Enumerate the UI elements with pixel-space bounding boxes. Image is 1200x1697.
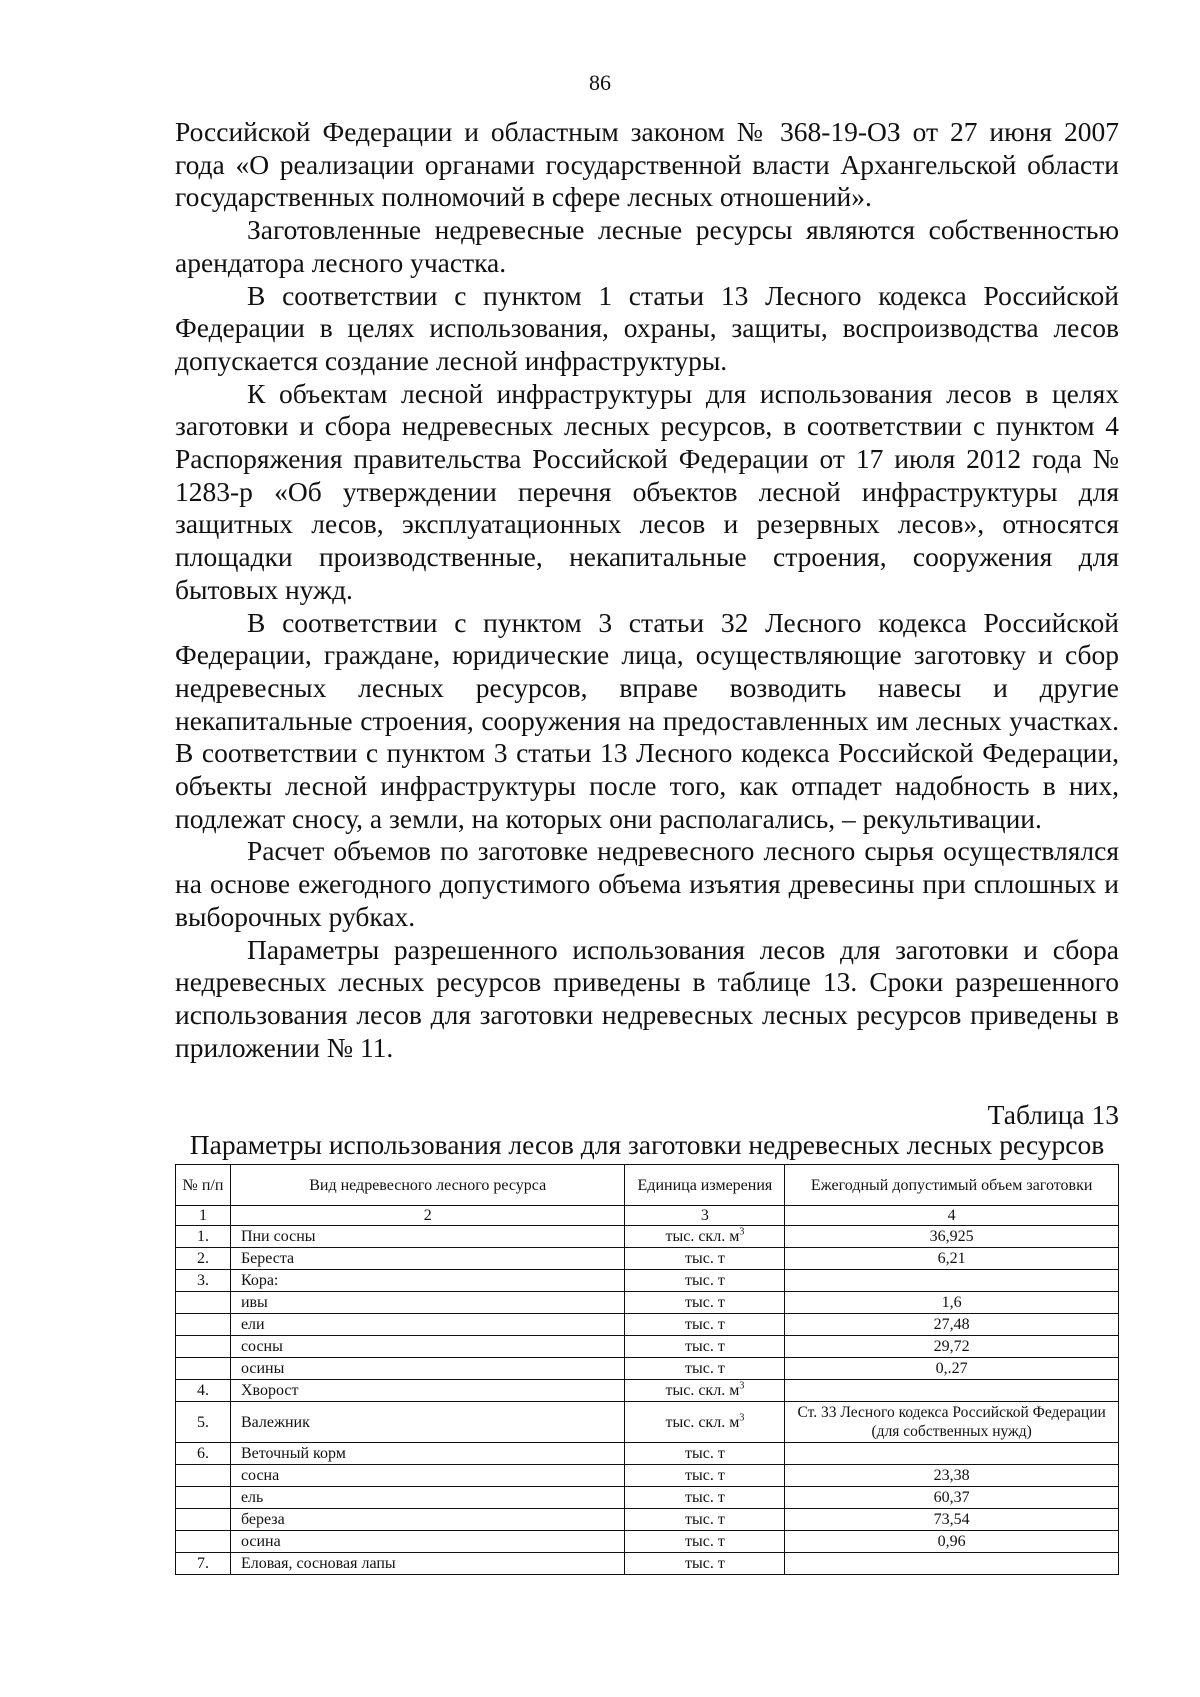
- unit-text: тыс. т: [684, 1533, 725, 1550]
- cell-volume: 0,96: [785, 1531, 1119, 1553]
- paragraph: В соответствии с пунктом 1 статьи 13 Лесного кодекса Российской Федерации в целях использования, охраны, защиты, воспроизводства лесов допускается создание лесной инфраструктуры.: [175, 279, 1119, 376]
- cell-volume: 6,21: [785, 1248, 1119, 1270]
- header-volume: Ежегодный допустимый объем заготовки: [785, 1165, 1119, 1206]
- cell-unit: [625, 1531, 785, 1553]
- body-text: [175, 116, 1119, 1064]
- unit-text: тыс. т: [684, 1360, 725, 1377]
- table-row: [176, 1380, 1119, 1402]
- table-row: [176, 1402, 1119, 1443]
- cell-volume: 1,6: [785, 1292, 1119, 1314]
- cell-num: 3.: [176, 1270, 231, 1292]
- unit-text: тыс. т: [684, 1445, 725, 1462]
- unit-text: тыс. т: [684, 1294, 725, 1311]
- table-header-row: [176, 1165, 1119, 1206]
- table-row: [176, 1248, 1119, 1270]
- unit-text: тыс. т: [684, 1555, 725, 1572]
- column-number: 3: [625, 1206, 785, 1226]
- cell-num: [176, 1509, 231, 1531]
- cell-name: ель: [230, 1487, 625, 1509]
- unit-superscript: 3: [739, 1226, 745, 1238]
- cell-num: 7.: [176, 1553, 231, 1575]
- cell-name: Еловая, сосновая лапы: [230, 1553, 625, 1575]
- header-unit: Единица измерения: [625, 1165, 785, 1206]
- cell-unit: [625, 1402, 785, 1443]
- page-number: 86: [589, 70, 611, 95]
- unit-text: тыс. т: [684, 1467, 725, 1484]
- cell-unit: [625, 1443, 785, 1465]
- cell-name: Пни сосны: [230, 1226, 625, 1248]
- cell-name: Береста: [230, 1248, 625, 1270]
- paragraph: Заготовленные недревесные лесные ресурсы являются собственностью арендатора лесного участка.: [175, 214, 1119, 278]
- column-number: 1: [176, 1206, 231, 1226]
- table-row: [176, 1314, 1119, 1336]
- table-title: Параметры использования лесов для заготовки недревесных лесных ресурсов: [189, 1129, 1105, 1160]
- unit-superscript: 3: [739, 1380, 745, 1392]
- column-number-row: [176, 1206, 1119, 1226]
- unit-text: тыс. скл. м: [665, 1382, 740, 1399]
- table-row: [176, 1465, 1119, 1487]
- cell-name: ивы: [230, 1292, 625, 1314]
- cell-unit: [625, 1292, 785, 1314]
- unit-text: тыс. т: [684, 1316, 725, 1333]
- unit-text: тыс. т: [684, 1489, 725, 1506]
- cell-unit: [625, 1465, 785, 1487]
- unit-text: тыс. т: [684, 1338, 725, 1355]
- cell-name: ели: [230, 1314, 625, 1336]
- cell-volume: 23,38: [785, 1465, 1119, 1487]
- paragraph: Параметры разрешенного использования лесов для заготовки и сбора недревесных лесных ресурсов приведены в таблице 13. Сроки разрешенного использования лесов для заготовки недревесных лесных ресурсов приведены в приложении № 11.: [175, 933, 1119, 1063]
- cell-num: [176, 1465, 231, 1487]
- cell-volume: Ст. 33 Лесного кодекса Российской Федерации (для собственных нужд): [785, 1402, 1119, 1443]
- cell-num: [176, 1314, 231, 1336]
- cell-volume: 60,37: [785, 1487, 1119, 1509]
- paragraph: К объектам лесной инфраструктуры для использования лесов в целях заготовки и сбора недревесных лесных ресурсов, в соответствии с пунктом 4 Распоряжения правительства Российской Федерации от 17 июля 2012 года № 1283-р «Об утверждении перечня объектов лесной инфраструктуры для защитных лесов, эксплуатационных лесов и резервных лесов», относятся площадки производственные, некапитальные строения, сооружения для бытовых нужд.: [175, 377, 1119, 605]
- cell-num: [176, 1336, 231, 1358]
- cell-num: [176, 1292, 231, 1314]
- paragraph: Российской Федерации и областным законом № 368-19-ОЗ от 27 июня 2007 года «О реализации органами государственной власти Архангельской области государственных полномочий в сфере лесных отношений».: [175, 116, 1119, 213]
- cell-num: 6.: [176, 1443, 231, 1465]
- cell-num: 4.: [176, 1380, 231, 1402]
- column-number: 2: [230, 1206, 625, 1226]
- cell-volume: [785, 1270, 1119, 1292]
- column-number: 4: [785, 1206, 1119, 1226]
- table-row: [176, 1270, 1119, 1292]
- cell-volume: [785, 1443, 1119, 1465]
- cell-num: [176, 1487, 231, 1509]
- unit-text: тыс. скл. м: [665, 1228, 740, 1245]
- unit-superscript: 3: [739, 1412, 745, 1424]
- unit-text: тыс. т: [684, 1272, 725, 1289]
- table-row: [176, 1226, 1119, 1248]
- unit-text: тыс. т: [684, 1511, 725, 1528]
- paragraph: В соответствии с пунктом 3 статьи 32 Лесного кодекса Российской Федерации, граждане, юридические лица, осуществляющие заготовку и сбор недревесных лесных ресурсов, вправе возводить навесы и другие некапитальные строения, сооружения на предоставленных им лесных участках. В соответствии с пунктом 3 статьи 13 Лесного кодекса Российской Федерации, объекты лесной инфраструктуры после того, как отпадет надобность в них, подлежат сносу, а земли, на которых они располагались, – рекультивации.: [175, 606, 1119, 834]
- cell-num: [176, 1358, 231, 1380]
- cell-unit: [625, 1270, 785, 1292]
- cell-name: осины: [230, 1358, 625, 1380]
- unit-text: тыс. т: [684, 1250, 725, 1267]
- header-num: № п/п: [176, 1165, 231, 1206]
- cell-volume: [785, 1380, 1119, 1402]
- table-label: Таблица 13: [987, 1099, 1119, 1130]
- cell-name: Веточный корм: [230, 1443, 625, 1465]
- table-row: [176, 1292, 1119, 1314]
- cell-name: Хворост: [230, 1380, 625, 1402]
- paragraph: Расчет объемов по заготовке недревесного лесного сырья осуществлялся на основе ежегодного допустимого объема изъятия древесины при сплошных и выборочных рубках.: [175, 835, 1119, 932]
- cell-volume: [785, 1553, 1119, 1575]
- cell-name: сосны: [230, 1336, 625, 1358]
- cell-unit: [625, 1380, 785, 1402]
- cell-unit: [625, 1553, 785, 1575]
- cell-volume: 0,.27: [785, 1358, 1119, 1380]
- cell-name: Кора:: [230, 1270, 625, 1292]
- cell-unit: [625, 1248, 785, 1270]
- cell-name: сосна: [230, 1465, 625, 1487]
- cell-volume: 36,925: [785, 1226, 1119, 1248]
- cell-num: 1.: [176, 1226, 231, 1248]
- header-name: Вид недревесного лесного ресурса: [230, 1165, 625, 1206]
- table-row: [176, 1531, 1119, 1553]
- table-row: [176, 1509, 1119, 1531]
- cell-volume: 29,72: [785, 1336, 1119, 1358]
- cell-unit: [625, 1487, 785, 1509]
- cell-num: [176, 1531, 231, 1553]
- table-row: [176, 1358, 1119, 1380]
- table-row: [176, 1487, 1119, 1509]
- cell-name: осина: [230, 1531, 625, 1553]
- table-row: [176, 1336, 1119, 1358]
- params-table: [175, 1164, 1119, 1575]
- table-row: [176, 1443, 1119, 1465]
- cell-num: 5.: [176, 1402, 231, 1443]
- cell-num: 2.: [176, 1248, 231, 1270]
- cell-unit: [625, 1336, 785, 1358]
- cell-volume: 27,48: [785, 1314, 1119, 1336]
- cell-name: береза: [230, 1509, 625, 1531]
- unit-text: тыс. скл. м: [665, 1413, 740, 1431]
- cell-unit: [625, 1226, 785, 1248]
- cell-unit: [625, 1358, 785, 1380]
- cell-unit: [625, 1509, 785, 1531]
- cell-volume: 73,54: [785, 1509, 1119, 1531]
- cell-name: Валежник: [230, 1402, 625, 1443]
- cell-unit: [625, 1314, 785, 1336]
- table-row: [176, 1553, 1119, 1575]
